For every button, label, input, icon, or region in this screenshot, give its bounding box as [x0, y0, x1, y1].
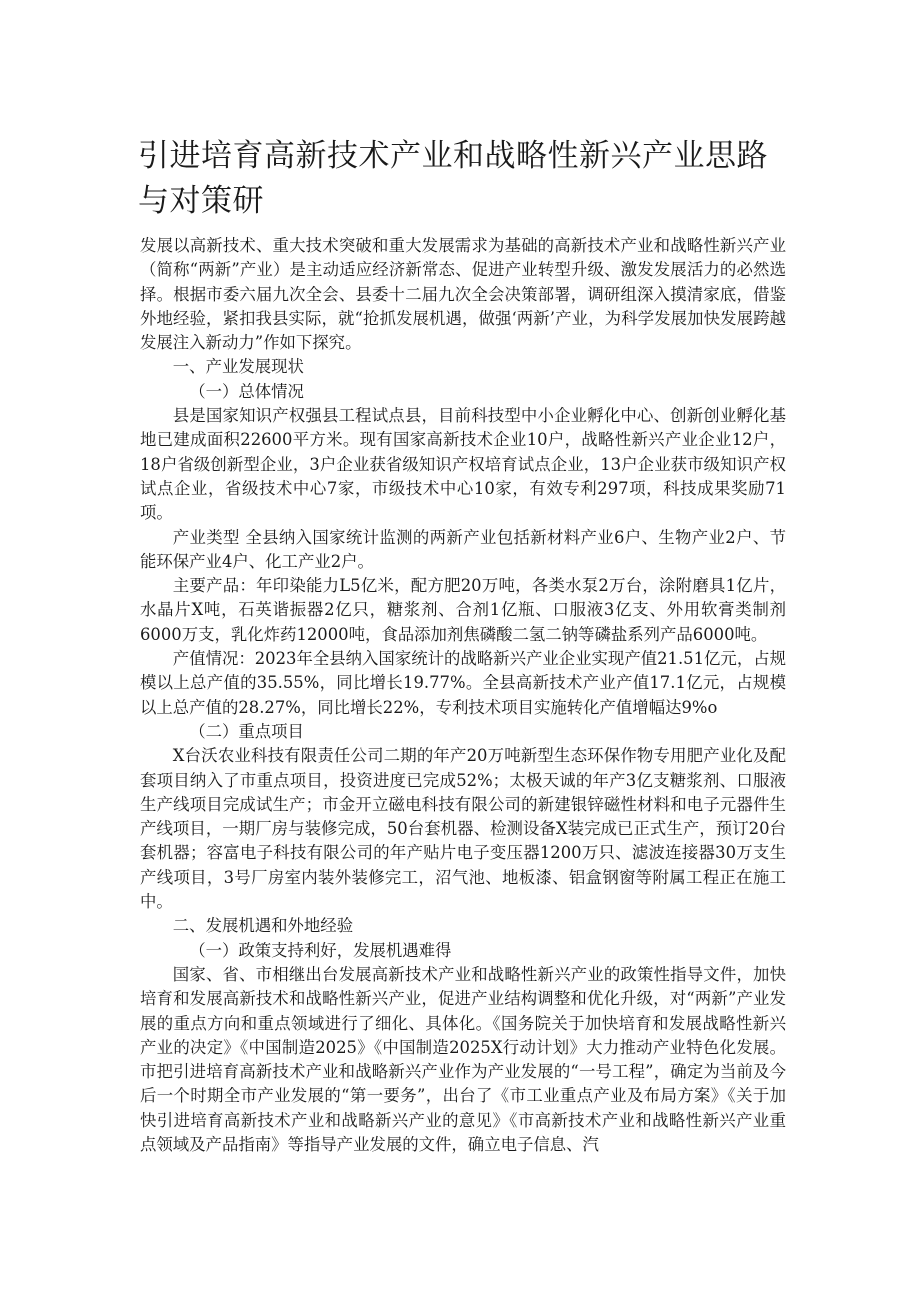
- section-heading: 二、发展机遇和外地经验: [172, 916, 354, 936]
- paragraph: 产值情况：2023年全县纳入国家统计的战略新兴产业企业实现产值21.51亿元，占规模以上总产值的35.55%，同比增长19.77%。全县高新技术产业产值17.1亿元，占规模以上总产值的28.27%，同比增长22%，专利技术项目实施转化产值增幅达9%o: [140, 649, 786, 717]
- document-title: 引进培育高新技术产业和战略性新兴产业思路与对策研: [138, 138, 768, 219]
- paragraph: 产业类型 全县纳入国家统计监测的两新产业包括新材料产业6户、生物产业2户、节能环保产业4户、化工产业2户。: [140, 527, 786, 571]
- intro-paragraph: 发展以高新技术、重大技术突破和重大发展需求为基础的高新技术产业和战略性新兴产业（简称“两新”产业）是主动适应经济新常态、促进产业转型升级、激发发展活力的必然选择。根据市委六届九次全会、县委十二届九次全会决策部署，调研组深入摸清家底，借鉴外地经验，紧扣我县实际，就“抢抓发展机遇，做强‘两新’产业，为科学发展加快发展跨越发展注入新动力”作如下探究。: [140, 236, 786, 353]
- paragraph: 县是国家知识产权强县工程试点县，目前科技型中小企业孵化中心、创新创业孵化基地已建成面积22600平方米。现有国家高新技术企业10户，战略性新兴产业企业12户，18户省级创新型企业，3户企业获省级知识产权培育试点企业，13户企业获市级知识产权试点企业，省级技术中心7家，市级技术中心10家，有效专利297项，科技成果奖励71项。: [140, 406, 786, 523]
- subsection-heading: （一）总体情况: [189, 381, 304, 401]
- paragraph: X台沃农业科技有限责任公司二期的年产20万吨新型生态环保作物专用肥产业化及配套项目纳入了市重点项目，投资进度已完成52%；太极天诚的年产3亿支糖浆剂、口服液生产线项目完成试生产；市金开立磁电科技有限公司的新建银锌磁性材料和电子元器件生产线项目，一期厂房与装修完成，50台套机器、检测设备X装完成已正式生产，预订20台套机器；容富电子科技有限公司的年产贴片电子变压器1200万只、滤波连接器30万支生产线项目，3号厂房室内装外装修完工，沼气池、地板漆、铝盒钢窗等附属工程正在施工中。: [140, 746, 786, 912]
- document-body: [140, 234, 786, 1157]
- subsection-heading: （二）重点项目: [189, 721, 304, 741]
- paragraph: 主要产品：年印染能力L5亿米，配方肥20万吨，各类水泵2万台，涂附磨具1亿片，水晶片X吨，石英谐振器2亿只，糖浆剂、合剂1亿瓶、口服液3亿支、外用软膏类制剂6000万支，乳化炸药12000吨，食品添加剂焦磷酸二氢二钠等磷盐系列产品6000吨。: [140, 576, 786, 644]
- subsection-heading: （一）政策支持利好，发展机遇难得: [189, 940, 452, 960]
- paragraph: 国家、省、市相继出台发展高新技术产业和战略性新兴产业的政策性指导文件，加快培育和发展高新技术和战略性新兴产业，促进产业结构调整和优化升级，对“两新”产业发展的重点方向和重点领域进行了细化、具体化。《国务院关于加快培育和发展战略性新兴产业的决定》《中国制造2025》《中国制造2025X行动计划》大力推动产业特色化发展。市把引进培育高新技术产业和战略新兴产业作为产业发展的“一号工程”，确定为当前及今后一个时期全市产业发展的“第一要务”，出台了《市工业重点产业及布局方案》《关于加快引进培育高新技术产业和战略新兴产业的意见》《市高新技术产业和战略性新兴产业重点领域及产品指南》等指导产业发展的文件，确立电子信息、汽: [140, 964, 786, 1154]
- section-heading: 一、产业发展现状: [172, 357, 304, 377]
